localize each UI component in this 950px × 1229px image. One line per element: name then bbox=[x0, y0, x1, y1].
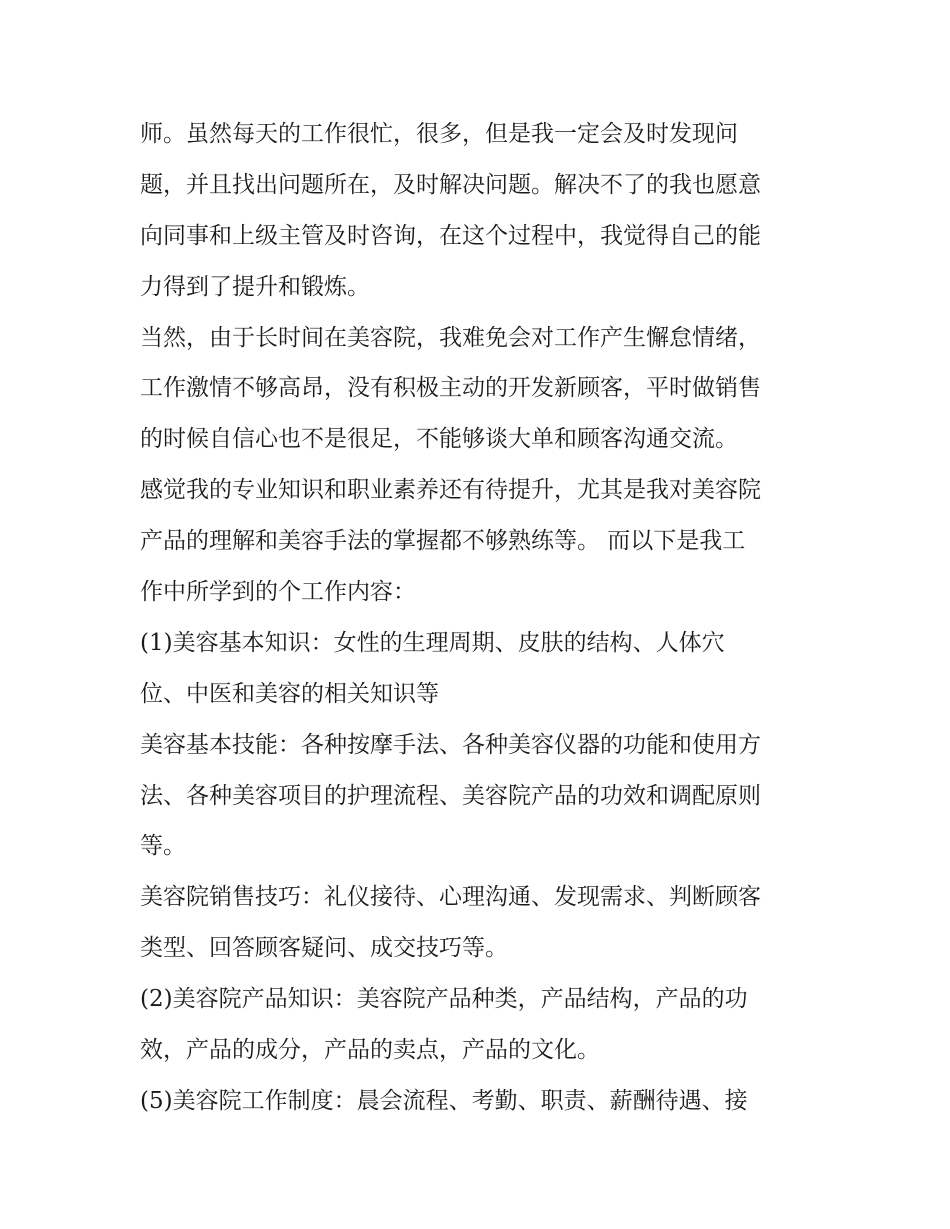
text-line: 当然，由于长时间在美容院，我难免会对工作产生懈怠情绪， bbox=[140, 324, 761, 351]
text-line: 位、中医和美容的相关知识等 bbox=[140, 680, 439, 707]
text-line: 产品的理解和美容手法的掌握都不够熟练等。 而以下是我工 bbox=[140, 528, 746, 555]
text-line: 力得到了提升和锻炼。 bbox=[140, 273, 370, 300]
text-line: 工作激情不够高昂，没有积极主动的开发新顾客，平时做销售 bbox=[140, 375, 761, 402]
document-body bbox=[140, 109, 820, 1127]
text-line: 向同事和上级主管及时咨询，在这个过程中，我觉得自己的能 bbox=[140, 222, 761, 249]
text-line: 美容基本技能：各种按摩手法、各种美容仪器的功能和使用方 bbox=[140, 731, 761, 758]
text-line: 美容院销售技巧：礼仪接待、心理沟通、发现需求、判断顾客 bbox=[140, 884, 761, 911]
text-line: (1)美容基本知识：女性的生理周期、皮肤的结构、人体穴 bbox=[140, 629, 725, 656]
text-line: (2)美容院产品知识：美容院产品种类，产品结构，产品的功 bbox=[140, 986, 748, 1013]
text-line: 的时候自信心也不是很足，不能够谈大单和顾客沟通交流。 bbox=[140, 426, 738, 453]
text-line: 师。虽然每天的工作很忙，很多，但是我一定会及时发现问 bbox=[140, 121, 738, 147]
text-line: 等。 bbox=[140, 833, 186, 860]
text-line: 类型、回答顾客疑问、成交技巧等。 bbox=[140, 935, 508, 962]
text-line: 作中所学到的个工作内容： bbox=[140, 579, 416, 606]
text-line: 题，并且找出问题所在，及时解决问题。解决不了的我也愿意 bbox=[140, 171, 761, 198]
text-line: 感觉我的专业知识和职业素养还有待提升，尤其是我对美容院 bbox=[140, 477, 761, 504]
text-line: 法、各种美容项目的护理流程、美容院产品的功效和调配原则 bbox=[140, 782, 761, 809]
text-line: 效，产品的成分，产品的卖点，产品的文化。 bbox=[140, 1037, 600, 1064]
text-line: (5)美容院工作制度：晨会流程、考勤、职责、薪酬待遇、接 bbox=[140, 1087, 748, 1114]
